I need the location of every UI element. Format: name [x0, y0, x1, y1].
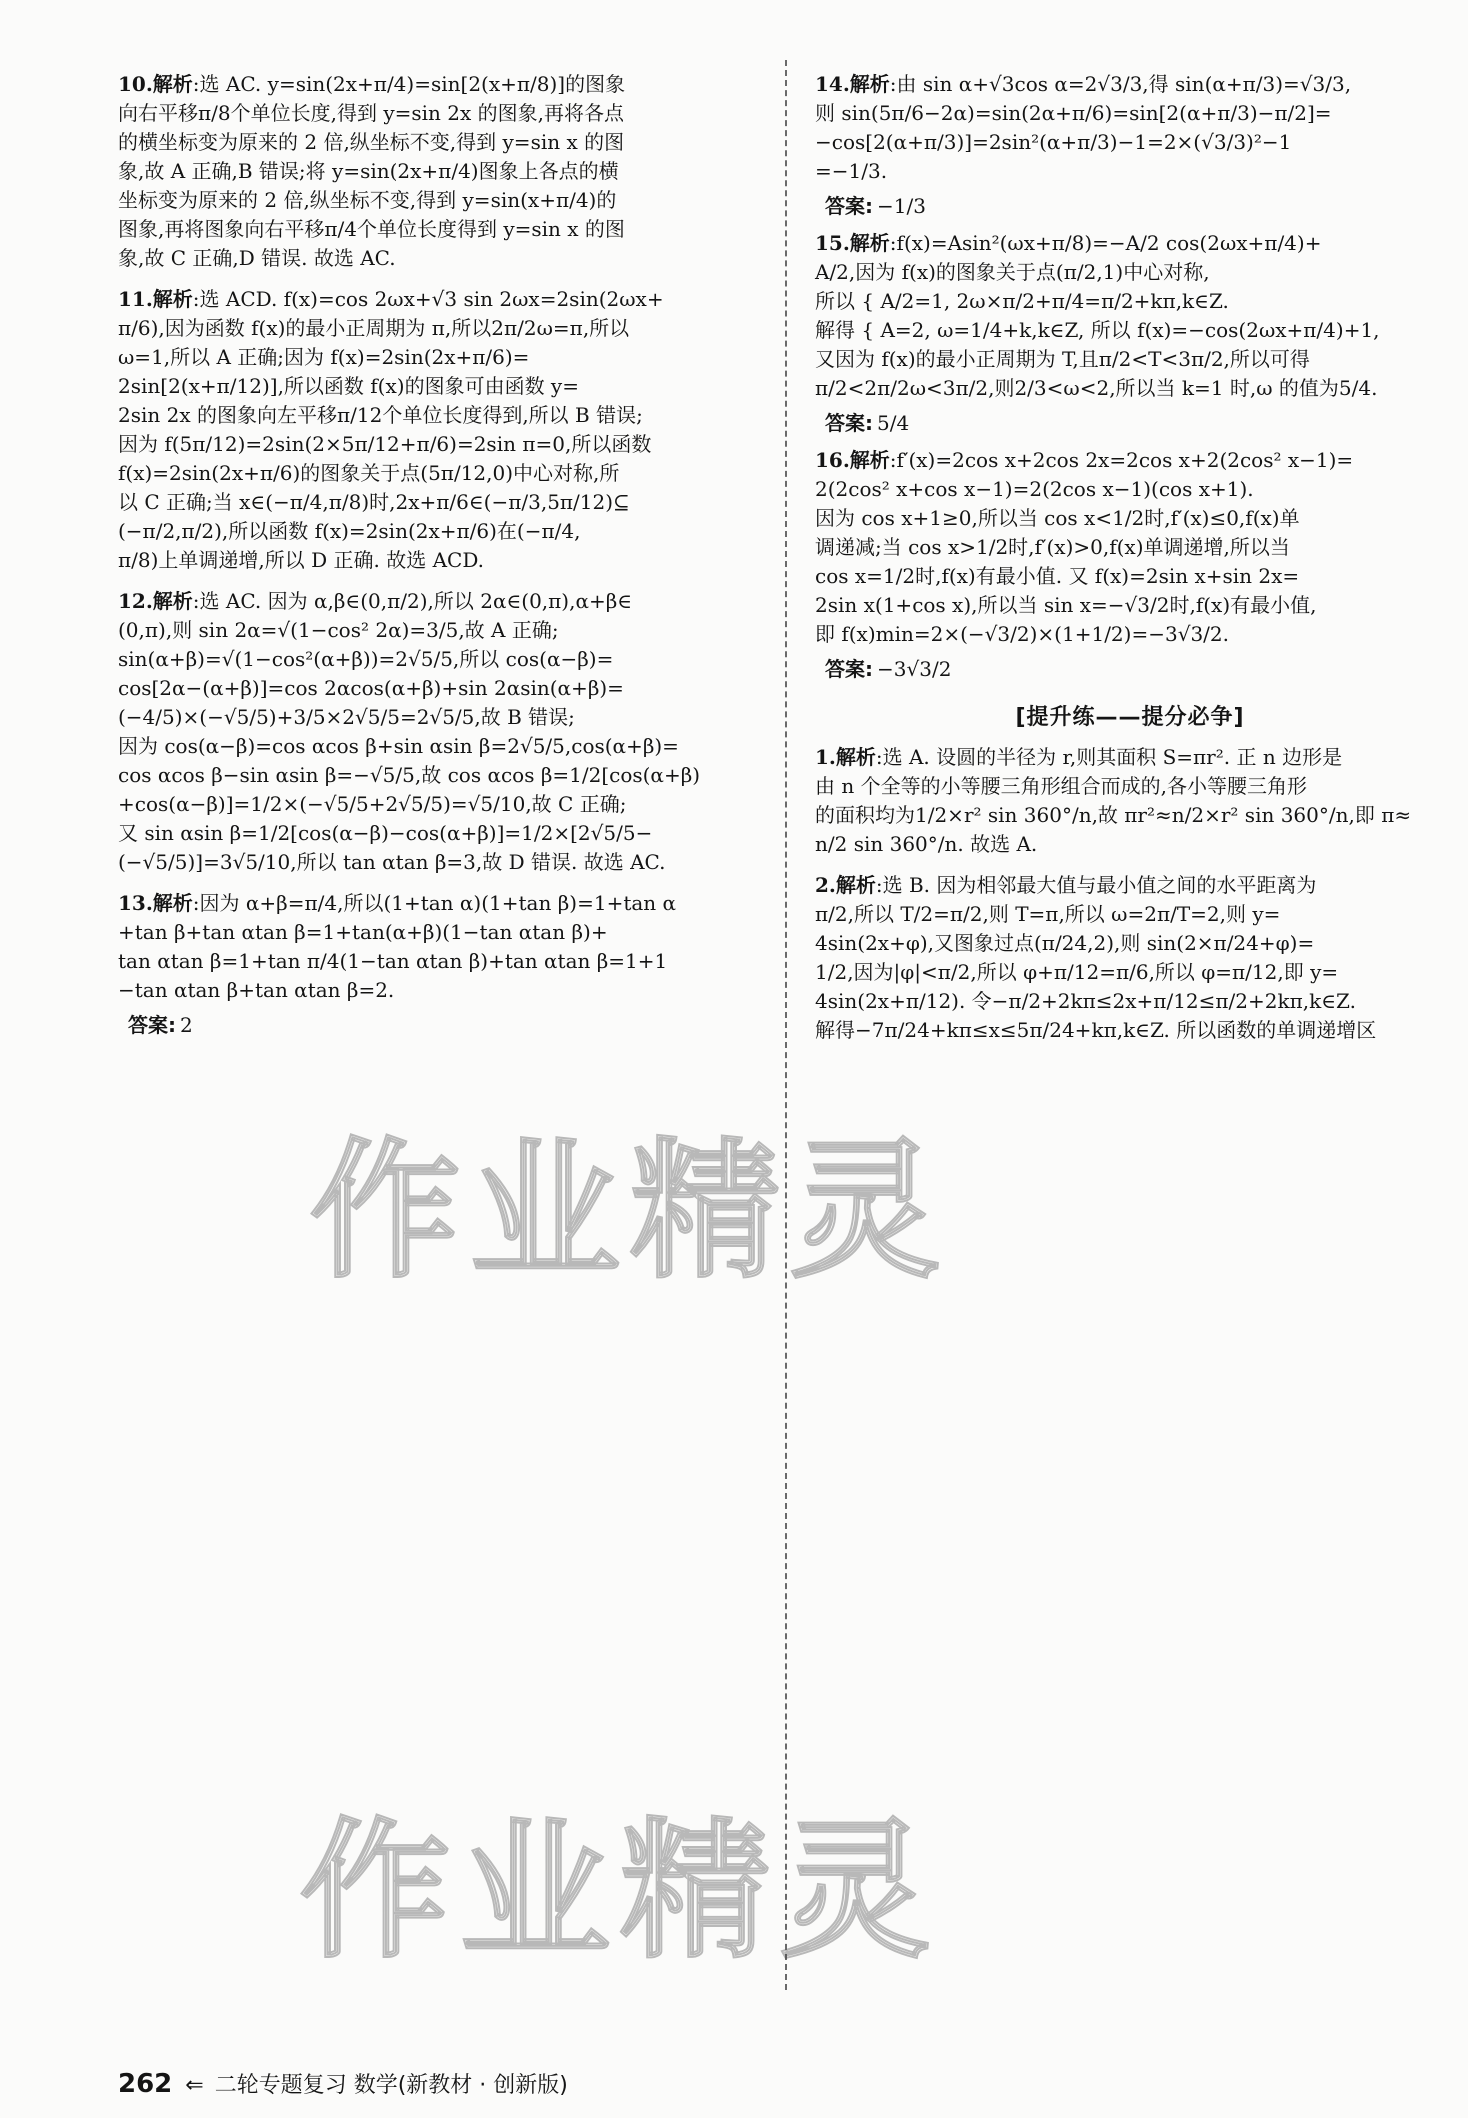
problem-line: (−π/2,π/2),所以函数 f(x)=2sin(2x+π/6)在(−π/4,: [118, 519, 581, 543]
problem-line: cos[2α−(α+β)]=cos 2αcos(α+β)+sin 2αsin(α+β)=: [118, 676, 624, 700]
answer-label: 答案:: [128, 1013, 176, 1037]
problem-line: [118, 70, 768, 99]
spacer: [118, 575, 768, 587]
problem-line: 又因为 f(x)的最小正周期为 T,且π/2<T<3π/2,所以可得: [815, 347, 1310, 371]
problem-q1: [815, 743, 1445, 859]
problem-number: 1.: [815, 745, 836, 769]
problem-line: +tan β+tan αtan β=1+tan(α+β)(1−tan αtan β)+: [118, 920, 608, 944]
problem-line: =−1/3.: [815, 159, 888, 183]
arrow-icon: ⇐: [185, 2073, 204, 2098]
problem-line: +cos(α−β)]=1/2×(−√5/5+2√5/5)=√5/10,故 C 正确;: [118, 792, 627, 816]
problem-line: 即 f(x)min=2×(−√3/2)×(1+1/2)=−3√3/2.: [815, 622, 1229, 646]
spacer: [815, 859, 1445, 871]
problem-p16: [815, 446, 1445, 649]
line-text: :f(x)=Asin²(ωx+π/8)=−A/2 cos(2ωx+π/4)+: [889, 231, 1322, 255]
problem-p11: [118, 285, 768, 575]
answer: [825, 653, 1445, 682]
analysis-label: 解析: [152, 589, 193, 613]
analysis-label: 解析: [152, 891, 193, 915]
column-divider: [785, 60, 787, 1990]
line-text: :选 A. 设圆的半径为 r,则其面积 S=πr². 正 n 边形是: [875, 745, 1343, 769]
answer-value: −3√3/2: [877, 657, 952, 681]
problem-line: 因为 cos x+1≥0,所以当 cos x<1/2时,f′(x)≤0,f(x)单: [815, 506, 1300, 530]
answer: [128, 1009, 768, 1038]
line-text: :因为 α+β=π/4,所以(1+tan α)(1+tan β)=1+tan α: [192, 891, 677, 915]
problem-number: 16.: [815, 448, 850, 472]
problem-number: 14.: [815, 72, 850, 96]
problem-number: 12.: [118, 589, 153, 613]
spacer: [118, 273, 768, 285]
left-column: [118, 70, 768, 1048]
problem-line: 象,故 A 正确,B 错误;将 y=sin(2x+π/4)图象上各点的横: [118, 159, 619, 183]
problem-line: 4sin(2x+π/12). 令−π/2+2kπ≤2x+π/12≤π/2+2kπ,k∈Z.: [815, 989, 1356, 1013]
problem-line: 因为 f(5π/12)=2sin(2×5π/12+π/6)=2sin π=0,所以函数: [118, 432, 652, 456]
problem-line: 所以 { A/2=1, 2ω×π/2+π/4=π/2+kπ,k∈Z.: [815, 289, 1229, 313]
problem-number: 11.: [118, 287, 153, 311]
watermark: 作业精灵: [310, 1125, 951, 1299]
line-text: :选 ACD. f(x)=cos 2ωx+√3 sin 2ωx=2sin(2ωx+: [192, 287, 664, 311]
problem-line: [815, 743, 1445, 772]
problem-line: f(x)=2sin(2x+π/6)的图象关于点(5π/12,0)中心对称,所: [118, 461, 620, 485]
problem-line: [815, 229, 1445, 258]
problem-line: 向右平移π/8个单位长度,得到 y=sin 2x 的图象,再将各点: [118, 101, 624, 125]
problem-line: 因为 cos(α−β)=cos αcos β+sin αsin β=2√5/5,cos(α+β)=: [118, 734, 679, 758]
answer: [825, 190, 1445, 219]
problem-line: π/2<2π/2ω<3π/2,则2/3<ω<2,所以当 k=1 时,ω 的值为5/4.: [815, 376, 1378, 400]
problem-line: 1/2,因为|φ|<π/2,所以 φ+π/12=π/6,所以 φ=π/12,即 y=: [815, 960, 1339, 984]
problem-line: 解得−7π/24+kπ≤x≤5π/24+kπ,k∈Z. 所以函数的单调递增区: [815, 1018, 1377, 1042]
problem-number: 13.: [118, 891, 153, 915]
problem-line: [815, 871, 1445, 900]
problem-line: [118, 889, 768, 918]
problem-line: 2sin[2(x+π/12)],所以函数 f(x)的图象可由函数 y=: [118, 374, 579, 398]
problem-line: sin(α+β)=√(1−cos²(α+β))=2√5/5,所以 cos(α−β)=: [118, 647, 614, 671]
section-title: [提升练——提分必争]: [1015, 705, 1245, 730]
answer-label: 答案:: [825, 657, 873, 681]
problem-line: 由 n 个全等的小等腰三角形组合而成的,各小等腰三角形: [815, 774, 1307, 798]
line-text: :由 sin α+√3cos α=2√3/3,得 sin(α+π/3)=√3/3,: [889, 72, 1352, 96]
analysis-label: 解析: [849, 72, 890, 96]
problem-line: 2sin 2x 的图象向左平移π/12个单位长度得到,所以 B 错误;: [118, 403, 643, 427]
line-text: :选 AC. 因为 α,β∈(0,π/2),所以 2α∈(0,π),α+β∈: [192, 589, 633, 613]
analysis-label: 解析: [835, 745, 876, 769]
problem-p12: [118, 587, 768, 877]
problem-line: 解得 { A=2, ω=1/4+k,k∈Z, 所以 f(x)=−cos(2ωx+π/4)+1,: [815, 318, 1380, 342]
problem-line: 2(2cos² x+cos x−1)=2(2cos x−1)(cos x+1).: [815, 477, 1254, 501]
problem-line: 调递减;当 cos x>1/2时,f′(x)>0,f(x)单调递增,所以当: [815, 535, 1290, 559]
analysis-label: 解析: [849, 448, 890, 472]
problem-line: (0,π),则 sin 2α=√(1−cos² 2α)=3/5,故 A 正确;: [118, 618, 559, 642]
problem-line: [118, 587, 768, 616]
problem-line: 以 C 正确;当 x∈(−π/4,π/8)时,2x+π/6∈(−π/3,5π/12)⊆: [118, 490, 630, 514]
answer-value: 2: [180, 1013, 193, 1037]
problem-p13: [118, 889, 768, 1005]
problem-line: 象,故 C 正确,D 错误. 故选 AC.: [118, 246, 396, 270]
problem-line: [118, 285, 768, 314]
problem-line: [815, 446, 1445, 475]
problem-line: 2sin x(1+cos x),所以当 sin x=−√3/2时,f(x)有最小值,: [815, 593, 1317, 617]
analysis-label: 解析: [152, 287, 193, 311]
problem-line: −tan αtan β+tan αtan β=2.: [118, 978, 395, 1002]
right-column: [815, 70, 1445, 1057]
problem-line: tan αtan β=1+tan π/4(1−tan αtan β)+tan αtan β=1+1: [118, 949, 668, 973]
problem-line: 则 sin(5π/6−2α)=sin(2α+π/6)=sin[2(α+π/3)−π/2]=: [815, 101, 1332, 125]
problem-p14: [815, 70, 1445, 186]
answer-label: 答案:: [825, 411, 873, 435]
problem-line: 的面积均为1/2×r² sin 360°/n,故 πr²≈n/2×r² sin 360°/n,即 π≈: [815, 803, 1412, 827]
problem-line: (−√5/5)]=3√5/10,所以 tan αtan β=3,故 D 错误. 故选 AC.: [118, 850, 666, 874]
answer-value: −1/3: [877, 194, 926, 218]
problem-line: 的横坐标变为原来的 2 倍,纵坐标不变,得到 y=sin x 的图: [118, 130, 625, 154]
spacer: [815, 1045, 1445, 1057]
footer-title: 二轮专题复习 数学(新教材 · 创新版): [214, 2073, 568, 2098]
problem-line: [815, 70, 1445, 99]
problem-line: (−4/5)×(−√5/5)+3/5×2√5/5=2√5/5,故 B 错误;: [118, 705, 575, 729]
problem-line: ω=1,所以 A 正确;因为 f(x)=2sin(2x+π/6)=: [118, 345, 530, 369]
analysis-label: 解析: [835, 873, 876, 897]
line-text: :f′(x)=2cos x+2cos 2x=2cos x+2(2cos² x−1)=: [889, 448, 1354, 472]
problem-line: 图象,再将图象向右平移π/4个单位长度得到 y=sin x 的图: [118, 217, 625, 241]
problem-line: π/2,所以 T/2=π/2,则 T=π,所以 ω=2π/T=2,则 y=: [815, 902, 1281, 926]
analysis-label: 解析: [152, 72, 193, 96]
problem-line: 又 sin αsin β=1/2[cos(α−β)−cos(α+β)]=1/2×[2√5/5−: [118, 821, 653, 845]
spacer: [118, 877, 768, 889]
problem-line: π/6),因为函数 f(x)的最小正周期为 π,所以2π/2ω=π,所以: [118, 316, 630, 340]
analysis-label: 解析: [849, 231, 890, 255]
problem-p10: [118, 70, 768, 273]
line-text: :选 AC. y=sin(2x+π/4)=sin[2(x+π/8)]的图象: [192, 72, 626, 96]
answer: [825, 407, 1445, 436]
problem-line: 坐标变为原来的 2 倍,纵坐标不变,得到 y=sin(x+π/4)的: [118, 188, 617, 212]
page-footer: [118, 2068, 568, 2099]
problem-line: cos αcos β−sin αsin β=−√5/5,故 cos αcos β=1/2[cos(α+β): [118, 763, 701, 787]
problem-line: 4sin(2x+φ),又图象过点(π/24,2),则 sin(2×π/24+φ)=: [815, 931, 1315, 955]
watermark: 作业精灵: [300, 1805, 941, 1979]
problem-number: 15.: [815, 231, 850, 255]
page-number: 262: [118, 2069, 173, 2099]
problem-p15: [815, 229, 1445, 403]
problem-number: 10.: [118, 72, 153, 96]
problem-line: n/2 sin 360°/n. 故选 A.: [815, 832, 1038, 856]
line-text: :选 B. 因为相邻最大值与最小值之间的水平距离为: [875, 873, 1317, 897]
problem-line: π/8)上单调递增,所以 D 正确. 故选 ACD.: [118, 548, 485, 572]
answer-value: 5/4: [877, 411, 910, 435]
problem-number: 2.: [815, 873, 836, 897]
answer-label: 答案:: [825, 194, 873, 218]
problem-q2: [815, 871, 1445, 1045]
problem-line: −cos[2(α+π/3)]=2sin²(α+π/3)−1=2×(√3/3)²−1: [815, 130, 1292, 154]
problem-line: cos x=1/2时,f(x)有最小值. 又 f(x)=2sin x+sin 2x=: [815, 564, 1300, 588]
problem-line: A/2,因为 f(x)的图象关于点(π/2,1)中心对称,: [815, 260, 1210, 284]
